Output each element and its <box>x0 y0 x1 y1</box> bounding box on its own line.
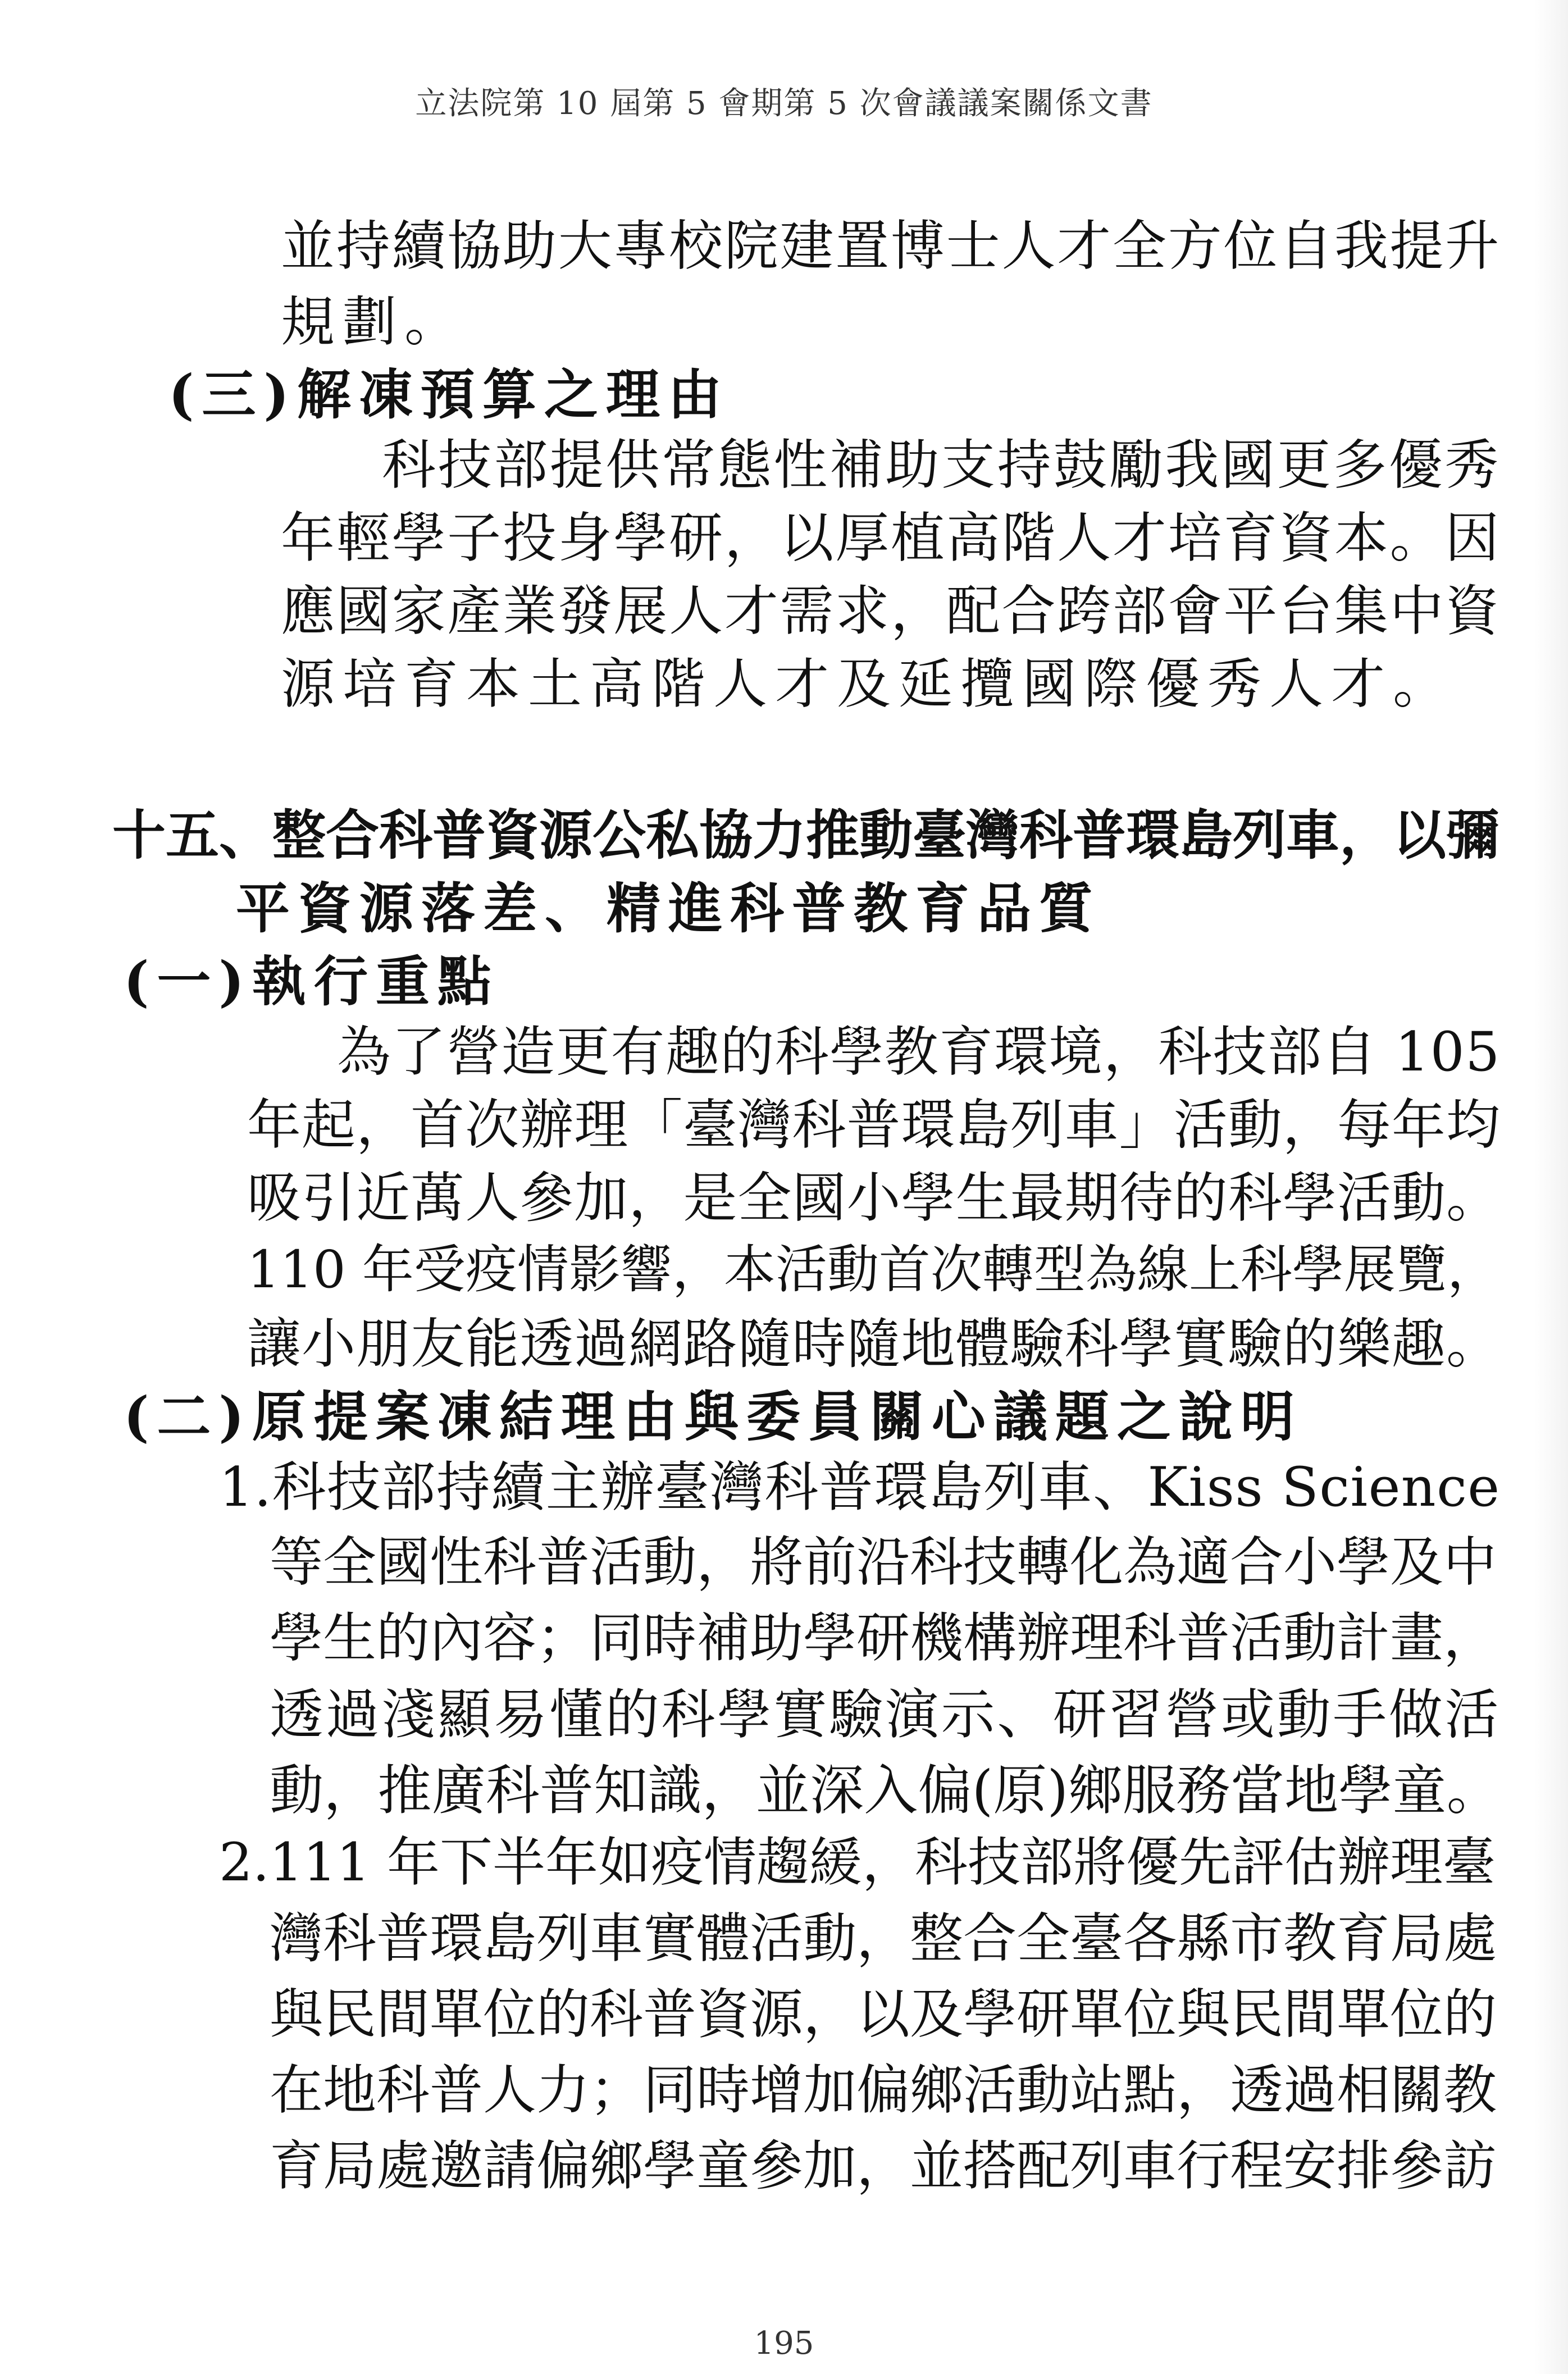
point-2-line: 2.111 年下半年如疫情趨緩，科技部將優先評估辦理臺 <box>219 1832 1496 1893</box>
subsection-1-paragraph-line: 吸引近萬人參加，是全國小學生最期待的科學活動。 <box>247 1167 1501 1229</box>
point-2-line: 在地科普人力；同時增加偏鄉活動站點，透過相關教 <box>270 2059 1497 2121</box>
subsection-heading-2: (二)原提案凍結理由與委員關心議題之說明 <box>124 1385 1302 1448</box>
point-1-line: 動，推廣科普知識，並深入偏(原)鄉服務當地學童。 <box>270 1759 1501 1822</box>
subsection-heading-1: (一)執行重點 <box>124 950 499 1013</box>
item-15-title-continued: 平資源落差、精進科普教育品質 <box>236 877 1101 940</box>
point-1-line: 等全國性科普活動，將前沿科技轉化為適合小學及中 <box>270 1532 1497 1593</box>
point-1-line: 學生的內容；同時補助學研機構辦理科普活動計畫， <box>270 1607 1497 1669</box>
page-number: 195 <box>754 2325 814 2362</box>
scan-edge-shadow <box>1534 0 1568 2374</box>
point-2-line: 與民間單位的科普資源，以及學研單位與民間單位的 <box>270 1984 1497 2045</box>
point-1-line: 透過淺顯易懂的科學實驗演示、研習營或動手做活 <box>270 1683 1501 1746</box>
section-3-paragraph-line: 年輕學子投身學研，以厚植高階人才培育資本。因 <box>281 507 1501 569</box>
section-3-paragraph-line: 源培育本土高階人才及延攬國際優秀人才。 <box>281 653 1455 716</box>
continued-paragraph-line: 規劃。 <box>281 290 466 353</box>
subsection-1-paragraph-line: 讓小朋友能透過網路隨時隨地體驗科學實驗的樂趣。 <box>247 1313 1501 1375</box>
section-3-paragraph-line: 應國家產業發展人才需求，配合跨部會平台集中資 <box>281 580 1501 643</box>
subsection-1-paragraph-line: 110 年受疫情影響，本活動首次轉型為線上科學展覽， <box>247 1240 1499 1300</box>
section-3-paragraph-line: 科技部提供常態性補助支持鼓勵我國更多優秀 <box>382 434 1501 496</box>
item-15-title: 十五、整合科普資源公私協力推動臺灣科普環島列車，以彌 <box>112 804 1500 867</box>
subsection-1-paragraph-line: 年起，首次辦理「臺灣科普環島列車」活動，每年均 <box>247 1093 1501 1156</box>
point-2-line: 育局處邀請偏鄉學童參加，並搭配列車行程安排參訪 <box>270 2135 1497 2197</box>
continued-paragraph-line: 並持續協助大專校院建置博士人才全方位自我提升 <box>281 215 1501 277</box>
point-2-line: 灣科普環島列車實體活動，整合全臺各縣市教育局處 <box>270 1908 1497 1970</box>
document-header: 立法院第 10 屆第 5 會期第 5 次會議議案關係文書 <box>415 85 1153 122</box>
section-heading-3: (三)解凍預算之理由 <box>168 363 730 426</box>
subsection-1-paragraph-line: 為了營造更有趣的科學教育環境，科技部自 105 <box>337 1020 1501 1083</box>
point-1-line: 1.科技部持續主辦臺灣科普環島列車、Kiss Science <box>219 1456 1501 1519</box>
